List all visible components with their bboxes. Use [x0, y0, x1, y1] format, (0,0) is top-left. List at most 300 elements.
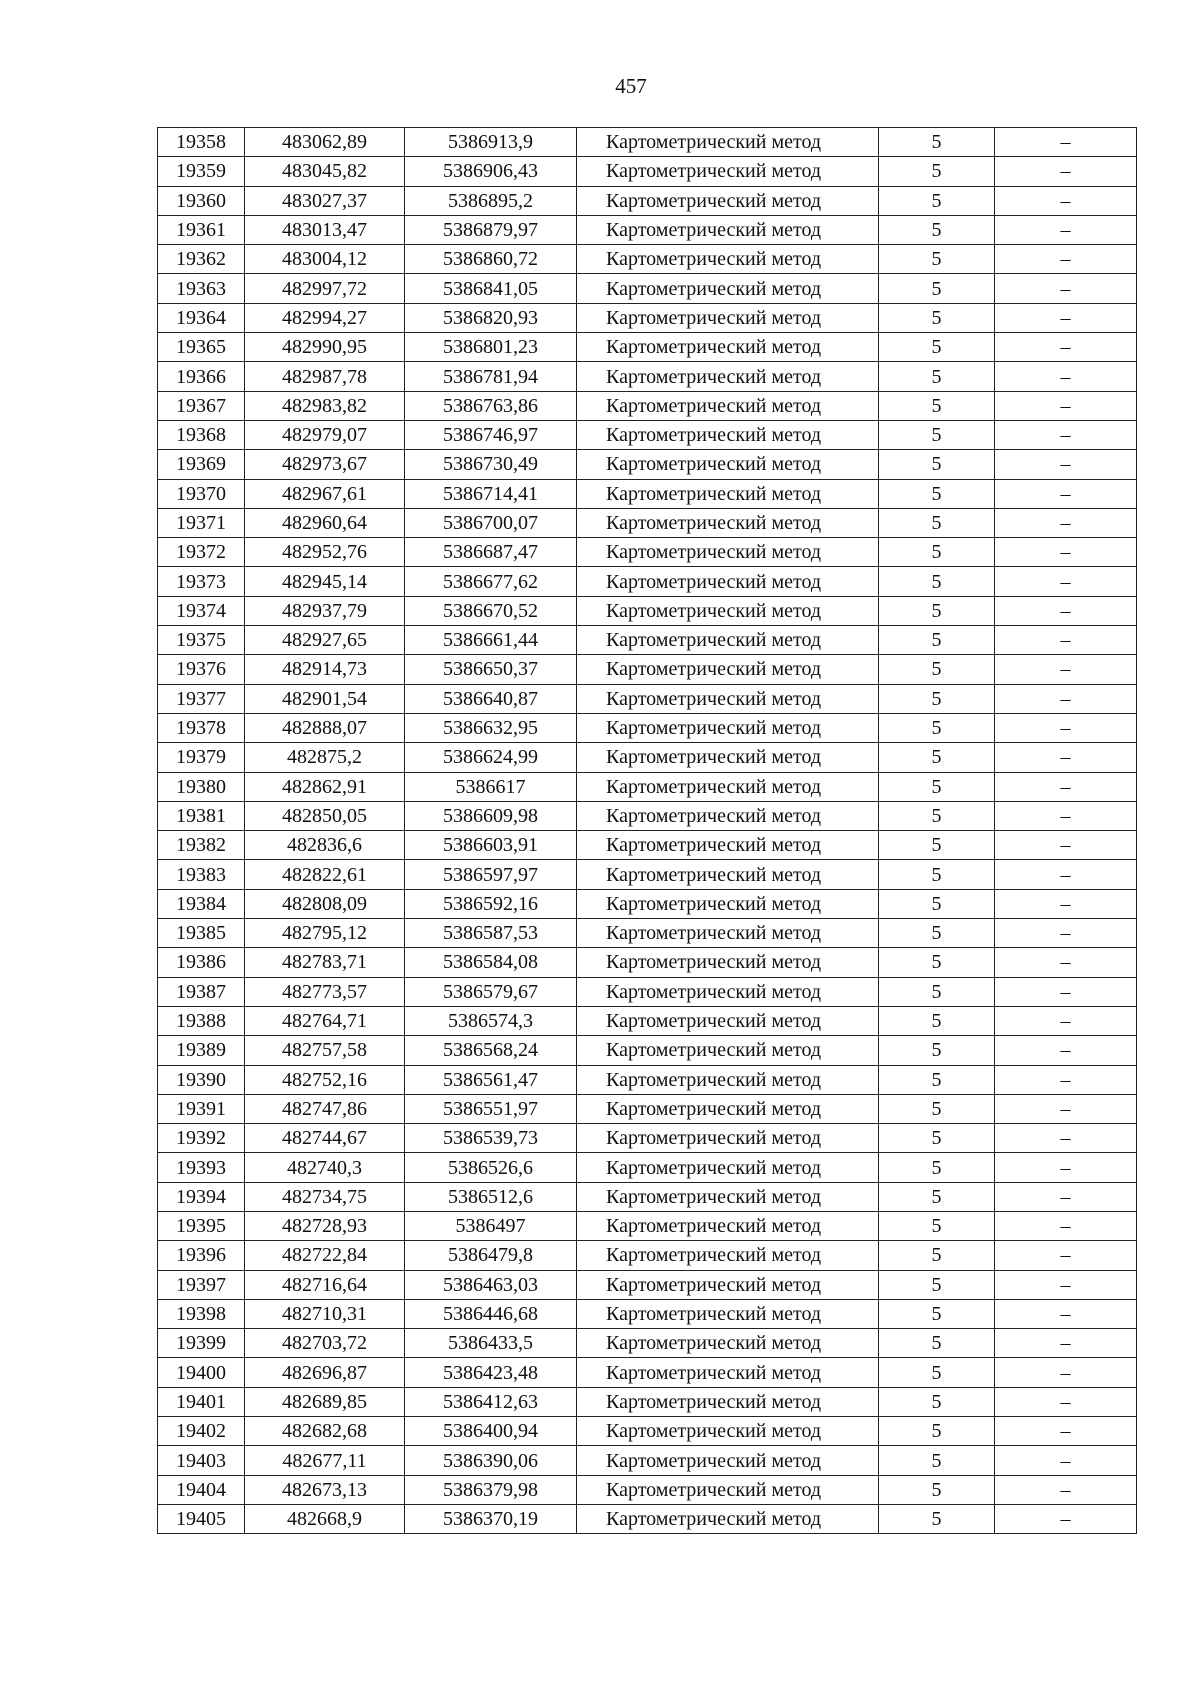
point-number-cell: 19382 — [158, 831, 245, 860]
method-cell: Картометрический метод — [577, 567, 879, 596]
x-coordinate-cell: 482744,67 — [245, 1124, 405, 1153]
y-coordinate-cell: 5386446,68 — [405, 1299, 577, 1328]
table-row — [158, 157, 1137, 186]
precision-cell: 5 — [879, 713, 995, 742]
table-row — [158, 713, 1137, 742]
method-cell: Картометрический метод — [577, 1211, 879, 1240]
method-cell: Картометрический метод — [577, 450, 879, 479]
table-row — [158, 596, 1137, 625]
point-number-cell: 19374 — [158, 596, 245, 625]
table-row — [158, 919, 1137, 948]
description-cell: – — [995, 860, 1137, 889]
description-cell: – — [995, 772, 1137, 801]
point-number-cell: 19391 — [158, 1094, 245, 1123]
precision-cell: 5 — [879, 1182, 995, 1211]
x-coordinate-cell: 482945,14 — [245, 567, 405, 596]
x-coordinate-cell: 482673,13 — [245, 1475, 405, 1504]
description-cell: – — [995, 919, 1137, 948]
precision-cell: 5 — [879, 1299, 995, 1328]
y-coordinate-cell: 5386820,93 — [405, 303, 577, 332]
precision-cell: 5 — [879, 1241, 995, 1270]
table-row — [158, 977, 1137, 1006]
description-cell: – — [995, 420, 1137, 449]
y-coordinate-cell: 5386433,5 — [405, 1329, 577, 1358]
y-coordinate-cell: 5386617 — [405, 772, 577, 801]
precision-cell: 5 — [879, 245, 995, 274]
point-number-cell: 19380 — [158, 772, 245, 801]
x-coordinate-cell: 482757,58 — [245, 1036, 405, 1065]
x-coordinate-cell: 482987,78 — [245, 362, 405, 391]
x-coordinate-cell: 482682,68 — [245, 1417, 405, 1446]
method-cell: Картометрический метод — [577, 1358, 879, 1387]
y-coordinate-cell: 5386860,72 — [405, 245, 577, 274]
y-coordinate-cell: 5386841,05 — [405, 274, 577, 303]
table-row — [158, 420, 1137, 449]
point-number-cell: 19400 — [158, 1358, 245, 1387]
table-row — [158, 684, 1137, 713]
point-number-cell: 19402 — [158, 1417, 245, 1446]
x-coordinate-cell: 482875,2 — [245, 743, 405, 772]
y-coordinate-cell: 5386714,41 — [405, 479, 577, 508]
point-number-cell: 19366 — [158, 362, 245, 391]
method-cell: Картометрический метод — [577, 831, 879, 860]
point-number-cell: 19383 — [158, 860, 245, 889]
table-row — [158, 948, 1137, 977]
method-cell: Картометрический метод — [577, 333, 879, 362]
precision-cell: 5 — [879, 538, 995, 567]
precision-cell: 5 — [879, 1006, 995, 1035]
method-cell: Картометрический метод — [577, 977, 879, 1006]
description-cell: – — [995, 831, 1137, 860]
point-number-cell: 19389 — [158, 1036, 245, 1065]
description-cell: – — [995, 1153, 1137, 1182]
method-cell: Картометрический метод — [577, 1153, 879, 1182]
point-number-cell: 19361 — [158, 215, 245, 244]
description-cell: – — [995, 626, 1137, 655]
y-coordinate-cell: 5386906,43 — [405, 157, 577, 186]
method-cell: Картометрический метод — [577, 1006, 879, 1035]
y-coordinate-cell: 5386603,91 — [405, 831, 577, 860]
y-coordinate-cell: 5386579,67 — [405, 977, 577, 1006]
y-coordinate-cell: 5386497 — [405, 1211, 577, 1240]
table-row — [158, 450, 1137, 479]
method-cell: Картометрический метод — [577, 1094, 879, 1123]
description-cell: – — [995, 157, 1137, 186]
point-number-cell: 19372 — [158, 538, 245, 567]
method-cell: Картометрический метод — [577, 303, 879, 332]
method-cell: Картометрический метод — [577, 1065, 879, 1094]
table-row — [158, 1065, 1137, 1094]
x-coordinate-cell: 482967,61 — [245, 479, 405, 508]
y-coordinate-cell: 5386763,86 — [405, 391, 577, 420]
y-coordinate-cell: 5386677,62 — [405, 567, 577, 596]
precision-cell: 5 — [879, 274, 995, 303]
y-coordinate-cell: 5386730,49 — [405, 450, 577, 479]
y-coordinate-cell: 5386526,6 — [405, 1153, 577, 1182]
table-row — [158, 655, 1137, 684]
x-coordinate-cell: 482808,09 — [245, 889, 405, 918]
x-coordinate-cell: 482836,6 — [245, 831, 405, 860]
precision-cell: 5 — [879, 450, 995, 479]
x-coordinate-cell: 483045,82 — [245, 157, 405, 186]
table-row — [158, 1182, 1137, 1211]
y-coordinate-cell: 5386574,3 — [405, 1006, 577, 1035]
table-row — [158, 1387, 1137, 1416]
description-cell: – — [995, 596, 1137, 625]
description-cell: – — [995, 567, 1137, 596]
point-number-cell: 19365 — [158, 333, 245, 362]
precision-cell: 5 — [879, 1153, 995, 1182]
precision-cell: 5 — [879, 1065, 995, 1094]
description-cell: – — [995, 1475, 1137, 1504]
precision-cell: 5 — [879, 977, 995, 1006]
x-coordinate-cell: 483004,12 — [245, 245, 405, 274]
description-cell: – — [995, 1446, 1137, 1475]
description-cell: – — [995, 362, 1137, 391]
y-coordinate-cell: 5386640,87 — [405, 684, 577, 713]
y-coordinate-cell: 5386781,94 — [405, 362, 577, 391]
description-cell: – — [995, 743, 1137, 772]
x-coordinate-cell: 482997,72 — [245, 274, 405, 303]
x-coordinate-cell: 482795,12 — [245, 919, 405, 948]
point-number-cell: 19388 — [158, 1006, 245, 1035]
x-coordinate-cell: 482722,84 — [245, 1241, 405, 1270]
description-cell: – — [995, 1065, 1137, 1094]
point-number-cell: 19396 — [158, 1241, 245, 1270]
point-number-cell: 19359 — [158, 157, 245, 186]
y-coordinate-cell: 5386913,9 — [405, 128, 577, 157]
method-cell: Картометрический метод — [577, 391, 879, 420]
x-coordinate-cell: 482862,91 — [245, 772, 405, 801]
point-number-cell: 19373 — [158, 567, 245, 596]
description-cell: – — [995, 303, 1137, 332]
description-cell: – — [995, 1211, 1137, 1240]
table-row — [158, 128, 1137, 157]
x-coordinate-cell: 482710,31 — [245, 1299, 405, 1328]
point-number-cell: 19360 — [158, 186, 245, 215]
y-coordinate-cell: 5386895,2 — [405, 186, 577, 215]
point-number-cell: 19381 — [158, 801, 245, 830]
point-number-cell: 19385 — [158, 919, 245, 948]
point-number-cell: 19404 — [158, 1475, 245, 1504]
page-number: 457 — [615, 74, 647, 98]
method-cell: Картометрический метод — [577, 948, 879, 977]
point-number-cell: 19378 — [158, 713, 245, 742]
description-cell: – — [995, 889, 1137, 918]
precision-cell: 5 — [879, 303, 995, 332]
precision-cell: 5 — [879, 889, 995, 918]
precision-cell: 5 — [879, 743, 995, 772]
table-row — [158, 1241, 1137, 1270]
point-number-cell: 19384 — [158, 889, 245, 918]
method-cell: Картометрический метод — [577, 1417, 879, 1446]
description-cell: – — [995, 245, 1137, 274]
precision-cell: 5 — [879, 157, 995, 186]
precision-cell: 5 — [879, 391, 995, 420]
description-cell: – — [995, 215, 1137, 244]
precision-cell: 5 — [879, 1270, 995, 1299]
x-coordinate-cell: 482979,07 — [245, 420, 405, 449]
precision-cell: 5 — [879, 1446, 995, 1475]
y-coordinate-cell: 5386423,48 — [405, 1358, 577, 1387]
x-coordinate-cell: 482764,71 — [245, 1006, 405, 1035]
method-cell: Картометрический метод — [577, 128, 879, 157]
x-coordinate-cell: 482927,65 — [245, 626, 405, 655]
point-number-cell: 19399 — [158, 1329, 245, 1358]
y-coordinate-cell: 5386597,97 — [405, 860, 577, 889]
table-row — [158, 1475, 1137, 1504]
precision-cell: 5 — [879, 215, 995, 244]
x-coordinate-cell: 482914,73 — [245, 655, 405, 684]
y-coordinate-cell: 5386670,52 — [405, 596, 577, 625]
description-cell: – — [995, 1358, 1137, 1387]
method-cell: Картометрический метод — [577, 362, 879, 391]
description-cell: – — [995, 538, 1137, 567]
y-coordinate-cell: 5386539,73 — [405, 1124, 577, 1153]
description-cell: – — [995, 684, 1137, 713]
table-row — [158, 479, 1137, 508]
x-coordinate-cell: 482783,71 — [245, 948, 405, 977]
y-coordinate-cell: 5386746,97 — [405, 420, 577, 449]
description-cell: – — [995, 977, 1137, 1006]
precision-cell: 5 — [879, 801, 995, 830]
description-cell: – — [995, 1036, 1137, 1065]
y-coordinate-cell: 5386624,99 — [405, 743, 577, 772]
description-cell: – — [995, 1241, 1137, 1270]
x-coordinate-cell: 482983,82 — [245, 391, 405, 420]
description-cell: – — [995, 186, 1137, 215]
table-row — [158, 391, 1137, 420]
method-cell: Картометрический метод — [577, 626, 879, 655]
x-coordinate-cell: 482937,79 — [245, 596, 405, 625]
table-row — [158, 1358, 1137, 1387]
point-number-cell: 19369 — [158, 450, 245, 479]
method-cell: Картометрический метод — [577, 860, 879, 889]
precision-cell: 5 — [879, 655, 995, 684]
precision-cell: 5 — [879, 919, 995, 948]
method-cell: Картометрический метод — [577, 919, 879, 948]
point-number-cell: 19401 — [158, 1387, 245, 1416]
precision-cell: 5 — [879, 1094, 995, 1123]
x-coordinate-cell: 482747,86 — [245, 1094, 405, 1123]
y-coordinate-cell: 5386879,97 — [405, 215, 577, 244]
method-cell: Картометрический метод — [577, 772, 879, 801]
description-cell: – — [995, 1270, 1137, 1299]
x-coordinate-cell: 482888,07 — [245, 713, 405, 742]
point-number-cell: 19367 — [158, 391, 245, 420]
description-cell: – — [995, 948, 1137, 977]
y-coordinate-cell: 5386584,08 — [405, 948, 577, 977]
x-coordinate-cell: 482752,16 — [245, 1065, 405, 1094]
method-cell: Картометрический метод — [577, 743, 879, 772]
precision-cell: 5 — [879, 567, 995, 596]
method-cell: Картометрический метод — [577, 655, 879, 684]
point-number-cell: 19375 — [158, 626, 245, 655]
method-cell: Картометрический метод — [577, 713, 879, 742]
x-coordinate-cell: 482990,95 — [245, 333, 405, 362]
point-number-cell: 19386 — [158, 948, 245, 977]
method-cell: Картометрический метод — [577, 1182, 879, 1211]
method-cell: Картометрический метод — [577, 1387, 879, 1416]
description-cell: – — [995, 1387, 1137, 1416]
precision-cell: 5 — [879, 420, 995, 449]
description-cell: – — [995, 1329, 1137, 1358]
precision-cell: 5 — [879, 1417, 995, 1446]
table-row — [158, 508, 1137, 537]
method-cell: Картометрический метод — [577, 1446, 879, 1475]
y-coordinate-cell: 5386609,98 — [405, 801, 577, 830]
point-number-cell: 19377 — [158, 684, 245, 713]
y-coordinate-cell: 5386700,07 — [405, 508, 577, 537]
method-cell: Картометрический метод — [577, 274, 879, 303]
method-cell: Картометрический метод — [577, 215, 879, 244]
description-cell: – — [995, 333, 1137, 362]
method-cell: Картометрический метод — [577, 1124, 879, 1153]
point-number-cell: 19387 — [158, 977, 245, 1006]
table-row — [158, 743, 1137, 772]
description-cell: – — [995, 1006, 1137, 1035]
precision-cell: 5 — [879, 1475, 995, 1504]
method-cell: Картометрический метод — [577, 1036, 879, 1065]
description-cell: – — [995, 1299, 1137, 1328]
method-cell: Картометрический метод — [577, 1270, 879, 1299]
description-cell: – — [995, 274, 1137, 303]
table-row — [158, 362, 1137, 391]
description-cell: – — [995, 713, 1137, 742]
y-coordinate-cell: 5386551,97 — [405, 1094, 577, 1123]
x-coordinate-cell: 482773,57 — [245, 977, 405, 1006]
description-cell: – — [995, 1094, 1137, 1123]
point-number-cell: 19376 — [158, 655, 245, 684]
x-coordinate-cell: 482740,3 — [245, 1153, 405, 1182]
table-row — [158, 274, 1137, 303]
x-coordinate-cell: 482716,64 — [245, 1270, 405, 1299]
precision-cell: 5 — [879, 479, 995, 508]
point-number-cell: 19379 — [158, 743, 245, 772]
y-coordinate-cell: 5386412,63 — [405, 1387, 577, 1416]
y-coordinate-cell: 5386801,23 — [405, 333, 577, 362]
y-coordinate-cell: 5386370,19 — [405, 1504, 577, 1533]
table-row — [158, 1006, 1137, 1035]
method-cell: Картометрический метод — [577, 801, 879, 830]
y-coordinate-cell: 5386561,47 — [405, 1065, 577, 1094]
method-cell: Картометрический метод — [577, 157, 879, 186]
description-cell: – — [995, 655, 1137, 684]
table-row — [158, 626, 1137, 655]
method-cell: Картометрический метод — [577, 1329, 879, 1358]
description-cell: – — [995, 450, 1137, 479]
table-row — [158, 333, 1137, 362]
y-coordinate-cell: 5386568,24 — [405, 1036, 577, 1065]
table-row — [158, 1211, 1137, 1240]
precision-cell: 5 — [879, 1211, 995, 1240]
precision-cell: 5 — [879, 948, 995, 977]
method-cell: Картометрический метод — [577, 538, 879, 567]
method-cell: Картометрический метод — [577, 186, 879, 215]
point-number-cell: 19368 — [158, 420, 245, 449]
table-row — [158, 1124, 1137, 1153]
x-coordinate-cell: 482822,61 — [245, 860, 405, 889]
table-row — [158, 1094, 1137, 1123]
precision-cell: 5 — [879, 684, 995, 713]
x-coordinate-cell: 482850,05 — [245, 801, 405, 830]
point-number-cell: 19394 — [158, 1182, 245, 1211]
y-coordinate-cell: 5386592,16 — [405, 889, 577, 918]
method-cell: Картометрический метод — [577, 1299, 879, 1328]
point-number-cell: 19363 — [158, 274, 245, 303]
x-coordinate-cell: 482677,11 — [245, 1446, 405, 1475]
x-coordinate-cell: 483013,47 — [245, 215, 405, 244]
y-coordinate-cell: 5386390,06 — [405, 1446, 577, 1475]
precision-cell: 5 — [879, 1329, 995, 1358]
coordinates-table — [157, 127, 1137, 1534]
x-coordinate-cell: 482952,76 — [245, 538, 405, 567]
x-coordinate-cell: 482960,64 — [245, 508, 405, 537]
precision-cell: 5 — [879, 508, 995, 537]
coordinates-table-body — [158, 128, 1137, 1534]
x-coordinate-cell: 482994,27 — [245, 303, 405, 332]
x-coordinate-cell: 482668,9 — [245, 1504, 405, 1533]
point-number-cell: 19371 — [158, 508, 245, 537]
x-coordinate-cell: 482728,93 — [245, 1211, 405, 1240]
method-cell: Картометрический метод — [577, 508, 879, 537]
point-number-cell: 19362 — [158, 245, 245, 274]
table-row — [158, 1329, 1137, 1358]
table-row — [158, 1417, 1137, 1446]
x-coordinate-cell: 482973,67 — [245, 450, 405, 479]
method-cell: Картометрический метод — [577, 420, 879, 449]
point-number-cell: 19405 — [158, 1504, 245, 1533]
x-coordinate-cell: 482734,75 — [245, 1182, 405, 1211]
method-cell: Картометрический метод — [577, 684, 879, 713]
table-row — [158, 1153, 1137, 1182]
table-row — [158, 215, 1137, 244]
table-row — [158, 1036, 1137, 1065]
description-cell: – — [995, 1417, 1137, 1446]
point-number-cell: 19397 — [158, 1270, 245, 1299]
table-row — [158, 1504, 1137, 1533]
x-coordinate-cell: 482689,85 — [245, 1387, 405, 1416]
method-cell: Картометрический метод — [577, 889, 879, 918]
description-cell: – — [995, 1124, 1137, 1153]
y-coordinate-cell: 5386650,37 — [405, 655, 577, 684]
y-coordinate-cell: 5386479,8 — [405, 1241, 577, 1270]
y-coordinate-cell: 5386400,94 — [405, 1417, 577, 1446]
precision-cell: 5 — [879, 831, 995, 860]
description-cell: – — [995, 128, 1137, 157]
y-coordinate-cell: 5386661,44 — [405, 626, 577, 655]
table-row — [158, 801, 1137, 830]
method-cell: Картометрический метод — [577, 596, 879, 625]
y-coordinate-cell: 5386463,03 — [405, 1270, 577, 1299]
precision-cell: 5 — [879, 333, 995, 362]
table-row — [158, 567, 1137, 596]
method-cell: Картометрический метод — [577, 479, 879, 508]
precision-cell: 5 — [879, 1036, 995, 1065]
point-number-cell: 19370 — [158, 479, 245, 508]
precision-cell: 5 — [879, 860, 995, 889]
description-cell: – — [995, 1504, 1137, 1533]
precision-cell: 5 — [879, 1387, 995, 1416]
description-cell: – — [995, 479, 1137, 508]
precision-cell: 5 — [879, 626, 995, 655]
description-cell: – — [995, 508, 1137, 537]
x-coordinate-cell: 483027,37 — [245, 186, 405, 215]
precision-cell: 5 — [879, 596, 995, 625]
y-coordinate-cell: 5386379,98 — [405, 1475, 577, 1504]
x-coordinate-cell: 482901,54 — [245, 684, 405, 713]
point-number-cell: 19403 — [158, 1446, 245, 1475]
